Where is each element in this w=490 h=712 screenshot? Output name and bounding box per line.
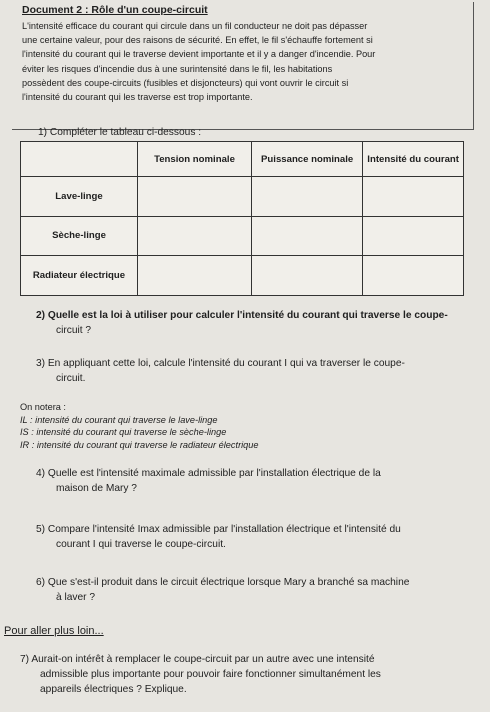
paragraph-line: possèdent des coupe-circuits (fusibles et disjoncteurs) qui vont ouvrir le circuit si <box>22 77 349 88</box>
table-cell[interactable] <box>138 256 252 296</box>
question-7: 7) Aurait-on intérêt à remplacer le coupe-circuit par un autre avec une intensité admissible plus importante pour pouvoir faire fonctionner simultanément les appareils électriques ? Explique. <box>20 654 381 695</box>
table-row <box>21 177 464 217</box>
table-header-row <box>21 142 464 177</box>
table-cell[interactable] <box>363 216 464 256</box>
further-heading: Pour aller plus loin... <box>4 625 104 637</box>
table-cell[interactable] <box>363 177 464 217</box>
table-row <box>21 256 464 296</box>
question-5: 5) Compare l'intensité Imax admissible par l'installation électrique et l'intensité du courant I qui traverse le coupe-circuit. <box>36 524 401 550</box>
table-cell[interactable] <box>252 256 363 296</box>
paragraph-line: éviter les risques d'incendie dus à une surintensité dans le fil, les habitations <box>22 63 333 74</box>
table-header-puissance: Puissance nominale <box>252 142 363 177</box>
table-row <box>21 216 464 256</box>
row-label-radiateur: Radiateur électrique <box>21 256 138 296</box>
table-cell[interactable] <box>363 256 464 296</box>
document-paragraph <box>22 19 470 104</box>
question-6: 6) Que s'est-il produit dans le circuit électrique lorsque Mary a branché sa machine à laver ? <box>36 577 410 603</box>
document-title: Document 2 : Rôle d'un coupe-circuit <box>22 4 208 16</box>
table-cell[interactable] <box>252 216 363 256</box>
paragraph-line: une certaine valeur, pour des raisons de sécurité. En effet, le fil s'échauffe fortement si <box>22 35 373 46</box>
paragraph-line: l'intensité du courant qui le traverse devient importante et il y a danger d'incendie. Pour <box>22 49 376 60</box>
table-cell[interactable] <box>252 177 363 217</box>
notation-block: On notera : IL : intensité du courant qui traverse le lave-linge IS : intensité du courant qui traverse le sèche-linge IR : intensité du courant qui traverse le radiateur électrique <box>20 402 259 450</box>
question-2: 2) Quelle est la loi à utiliser pour calculer l'intensité du courant qui traverse le coupe- circuit ? <box>36 310 448 336</box>
paragraph-line: L'intensité efficace du courant qui circule dans un fil conducteur ne doit pas dépasser <box>22 21 368 31</box>
row-label-seche-linge: Sèche-linge <box>21 216 138 256</box>
question-4: 4) Quelle est l'intensité maximale admissible par l'installation électrique de la maison de Mary ? <box>36 468 381 494</box>
table-header-intensite: Intensité du courant <box>363 142 464 177</box>
table-header-empty <box>21 142 138 177</box>
row-label-lave-linge: Lave-linge <box>21 177 138 217</box>
table-cell[interactable] <box>138 177 252 217</box>
table-cell[interactable] <box>138 216 252 256</box>
paragraph-line: l'intensité du courant qui les traverse est trop importante. <box>22 92 253 103</box>
table-header-tension: Tension nominale <box>138 142 252 177</box>
question-1: 1) Compléter le tableau ci-dessous : <box>38 127 202 138</box>
question-3: 3) En appliquant cette loi, calcule l'intensité du courant I qui va traverser le coupe- circuit. <box>36 358 405 384</box>
devices-table <box>20 141 464 296</box>
